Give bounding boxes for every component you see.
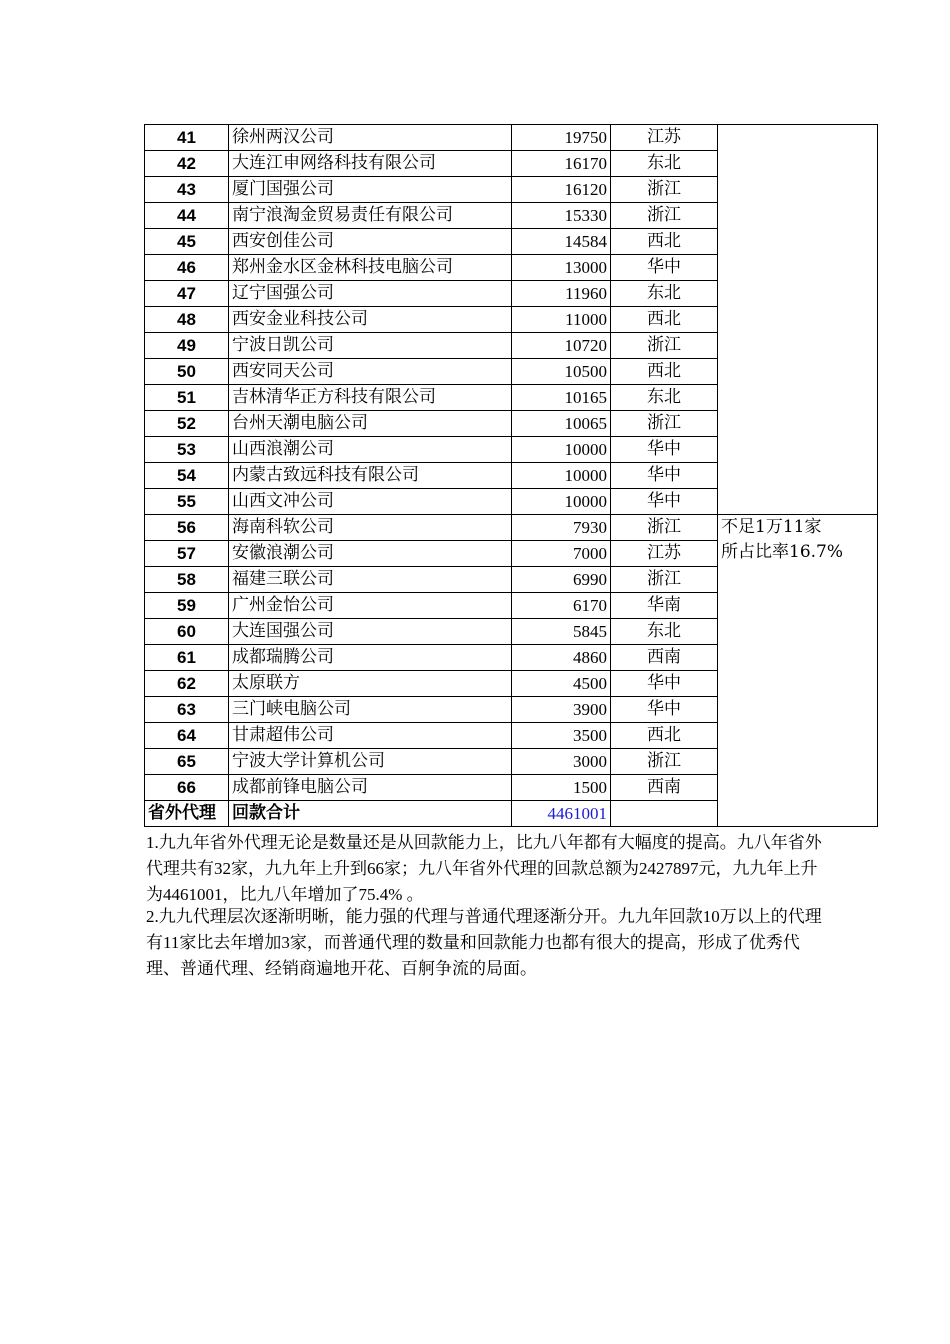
row-number: 50 <box>145 359 229 385</box>
region: 华中 <box>611 671 718 697</box>
region: 浙江 <box>611 177 718 203</box>
company-name: 山西文冲公司 <box>229 489 512 515</box>
row-number: 65 <box>145 749 229 775</box>
company-name: 三门峡电脑公司 <box>229 697 512 723</box>
company-name: 成都前锋电脑公司 <box>229 775 512 801</box>
region: 东北 <box>611 151 718 177</box>
total-amount: 4461001 <box>512 801 611 827</box>
region: 浙江 <box>611 333 718 359</box>
row-number: 51 <box>145 385 229 411</box>
region: 浙江 <box>611 411 718 437</box>
payment-amount: 10500 <box>512 359 611 385</box>
region: 西北 <box>611 307 718 333</box>
row-number: 41 <box>145 125 229 151</box>
payment-amount: 11960 <box>512 281 611 307</box>
row-number: 57 <box>145 541 229 567</box>
row-number: 43 <box>145 177 229 203</box>
company-name: 宁波日凯公司 <box>229 333 512 359</box>
payment-amount: 3000 <box>512 749 611 775</box>
note-line-ratio: 所占比率16.7% <box>721 542 844 562</box>
payment-amount: 3900 <box>512 697 611 723</box>
region: 华南 <box>611 593 718 619</box>
row-number: 59 <box>145 593 229 619</box>
row-number: 48 <box>145 307 229 333</box>
region: 西南 <box>611 645 718 671</box>
payment-amount: 1500 <box>512 775 611 801</box>
company-name: 西安金业科技公司 <box>229 307 512 333</box>
row-number: 42 <box>145 151 229 177</box>
agent-table-container <box>144 124 878 827</box>
summary-note-cell <box>718 515 878 827</box>
company-name: 宁波大学计算机公司 <box>229 749 512 775</box>
region: 西北 <box>611 723 718 749</box>
company-name: 大连国强公司 <box>229 619 512 645</box>
region: 华中 <box>611 437 718 463</box>
region: 东北 <box>611 281 718 307</box>
company-name: 广州金怡公司 <box>229 593 512 619</box>
company-name: 福建三联公司 <box>229 567 512 593</box>
payment-amount: 6990 <box>512 567 611 593</box>
payment-amount: 7000 <box>512 541 611 567</box>
region: 浙江 <box>611 567 718 593</box>
payment-amount: 10165 <box>512 385 611 411</box>
analysis-paragraph-2: 2.九九代理层次逐渐明晰，能力强的代理与普通代理逐渐分开。九九年回款10万以上的代理有11家比去年增加3家，而普通代理的数量和回款能力也都有很大的提高，形成了优秀代理、普通代理、经销商遍地开花、百舸争流的局面。 <box>146 907 822 978</box>
company-name: 南宁浪淘金贸易责任有限公司 <box>229 203 512 229</box>
total-label-payment: 回款合计 <box>229 801 512 827</box>
row-number: 54 <box>145 463 229 489</box>
company-name: 太原联方 <box>229 671 512 697</box>
row-number: 55 <box>145 489 229 515</box>
row-number: 64 <box>145 723 229 749</box>
payment-amount: 14584 <box>512 229 611 255</box>
row-number: 45 <box>145 229 229 255</box>
payment-amount: 7930 <box>512 515 611 541</box>
company-name: 徐州两汉公司 <box>229 125 512 151</box>
row-number: 58 <box>145 567 229 593</box>
company-name: 台州天潮电脑公司 <box>229 411 512 437</box>
region: 浙江 <box>611 749 718 775</box>
payment-amount: 10000 <box>512 489 611 515</box>
region: 华中 <box>611 463 718 489</box>
row-number: 44 <box>145 203 229 229</box>
payment-amount: 5845 <box>512 619 611 645</box>
company-name: 安徽浪潮公司 <box>229 541 512 567</box>
payment-amount: 19750 <box>512 125 611 151</box>
empty-note-cell <box>718 125 878 515</box>
region: 浙江 <box>611 203 718 229</box>
payment-amount: 10000 <box>512 437 611 463</box>
payment-amount: 16170 <box>512 151 611 177</box>
total-region-empty <box>611 801 718 827</box>
company-name: 郑州金水区金林科技电脑公司 <box>229 255 512 281</box>
row-number: 66 <box>145 775 229 801</box>
row-number: 56 <box>145 515 229 541</box>
company-name: 辽宁国强公司 <box>229 281 512 307</box>
payment-amount: 4860 <box>512 645 611 671</box>
region: 东北 <box>611 619 718 645</box>
company-name: 大连江申网络科技有限公司 <box>229 151 512 177</box>
total-label-agents: 省外代理 <box>145 801 229 827</box>
region: 东北 <box>611 385 718 411</box>
note-line-count: 不足1万11家 <box>721 517 822 537</box>
region: 华中 <box>611 697 718 723</box>
row-number: 62 <box>145 671 229 697</box>
region: 华中 <box>611 255 718 281</box>
row-number: 52 <box>145 411 229 437</box>
region: 浙江 <box>611 515 718 541</box>
region: 江苏 <box>611 541 718 567</box>
payment-amount: 6170 <box>512 593 611 619</box>
payment-amount: 15330 <box>512 203 611 229</box>
company-name: 海南科软公司 <box>229 515 512 541</box>
region: 西北 <box>611 229 718 255</box>
company-name: 成都瑞腾公司 <box>229 645 512 671</box>
row-number: 47 <box>145 281 229 307</box>
row-number: 53 <box>145 437 229 463</box>
payment-amount: 4500 <box>512 671 611 697</box>
row-number: 63 <box>145 697 229 723</box>
row-number: 49 <box>145 333 229 359</box>
region: 西南 <box>611 775 718 801</box>
row-number: 46 <box>145 255 229 281</box>
company-name: 山西浪潮公司 <box>229 437 512 463</box>
region: 江苏 <box>611 125 718 151</box>
company-name: 吉林清华正方科技有限公司 <box>229 385 512 411</box>
company-name: 西安同天公司 <box>229 359 512 385</box>
payment-amount: 10065 <box>512 411 611 437</box>
row-number: 61 <box>145 645 229 671</box>
row-number: 60 <box>145 619 229 645</box>
payment-amount: 3500 <box>512 723 611 749</box>
region: 华中 <box>611 489 718 515</box>
agent-payment-table <box>144 124 878 827</box>
company-name: 厦门国强公司 <box>229 177 512 203</box>
table-row <box>145 125 878 151</box>
company-name: 西安创佳公司 <box>229 229 512 255</box>
analysis-paragraph-1: 1.九九年省外代理无论是数量还是从回款能力上，比九八年都有大幅度的提高。九八年省外代理共有32家，九九年上升到66家；九八年省外代理的回款总额为2427897元，九九年上升为4461001，比九八年增加了75.4% 。 <box>146 833 822 904</box>
company-name: 内蒙古致远科技有限公司 <box>229 463 512 489</box>
payment-amount: 16120 <box>512 177 611 203</box>
region: 西北 <box>611 359 718 385</box>
payment-amount: 10000 <box>512 463 611 489</box>
payment-amount: 13000 <box>512 255 611 281</box>
payment-amount: 11000 <box>512 307 611 333</box>
payment-amount: 10720 <box>512 333 611 359</box>
company-name: 甘肃超伟公司 <box>229 723 512 749</box>
table-row <box>145 515 878 541</box>
